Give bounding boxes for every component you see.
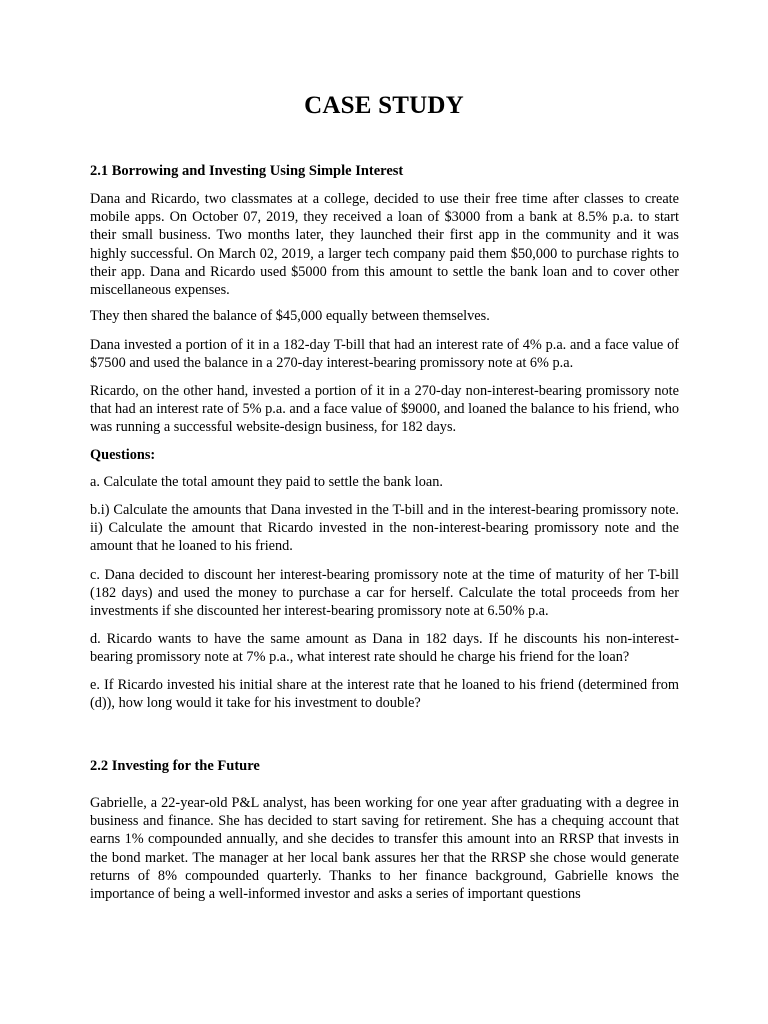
question-e: e. If Ricardo invested his initial share at the interest rate that he loaned to his friend (determined from (d)), how long would it take for his investment to double?	[90, 677, 679, 712]
question-d: d. Ricardo wants to have the same amount as Dana in 182 days. If he discounts his non-interest-bearing promissory note at 7% p.a., what interest rate should he charge his friend for the loan?	[90, 631, 679, 666]
paragraph-shared-balance: They then shared the balance of $45,000 equally between themselves.	[90, 308, 490, 324]
question-a: a. Calculate the total amount they paid to settle the bank loan.	[90, 474, 443, 490]
section-heading-2-2: 2.2 Investing for the Future	[90, 758, 260, 774]
paragraph-ricardo-investment: Ricardo, on the other hand, invested a portion of it in a 270-day non-interest-bearing promissory note that had an interest rate of 5% p.a. and a face value of $9000, and loaned the balance to his friend, who was running a successful website-design business, for 182 days.	[90, 383, 679, 436]
paragraph-gabrielle: Gabrielle, a 22-year-old P&L analyst, has been working for one year after graduating with a degree in business and finance. She has decided to start saving for retirement. She has a chequing account that earns 1% compounded annually, and she decides to transfer this amount into an RRSP that invests in the bond market. The manager at her local bank assures her that the RRSP she chose would generate returns of 8% compounded quarterly. Thanks to her finance background, Gabrielle knows the importance of being a well-informed investor and asks a series of important questions	[90, 795, 679, 903]
page-title: CASE STUDY	[304, 92, 464, 119]
question-c: c. Dana decided to discount her interest-bearing promissory note at the time of maturity of her T-bill (182 days) and used the money to purchase a car for herself. Calculate the total proceeds from her investments if she discounted her interest-bearing promissory note at 6.50% p.a.	[90, 567, 679, 620]
questions-label: Questions:	[90, 447, 156, 463]
paragraph-dana-investment: Dana invested a portion of it in a 182-day T-bill that had an interest rate of 4% p.a. and a face value of $7500 and used the balance in a 270-day interest-bearing promissory note at 6% p.a.	[90, 337, 679, 372]
section-heading-2-1: 2.1 Borrowing and Investing Using Simple Interest	[90, 163, 404, 179]
paragraph-background: Dana and Ricardo, two classmates at a college, decided to use their free time after classes to create mobile apps. On October 07, 2019, they received a loan of $3000 from a bank at 8.5% p.a. to start their small business. Two months later, they launched their first app in the community and it was highly successful. On March 02, 2019, a larger tech company paid them $50,000 to purchase rights to their app. Dana and Ricardo used $5000 from this amount to settle the bank loan and to cover other miscellaneous expenses.	[90, 191, 679, 299]
question-b: b.i) Calculate the amounts that Dana invested in the T-bill and in the interest-bearing promissory note. ii) Calculate the amount that Ricardo invested in the non-interest-bearing promissory note and the amount that he loaned to his friend.	[90, 502, 679, 555]
